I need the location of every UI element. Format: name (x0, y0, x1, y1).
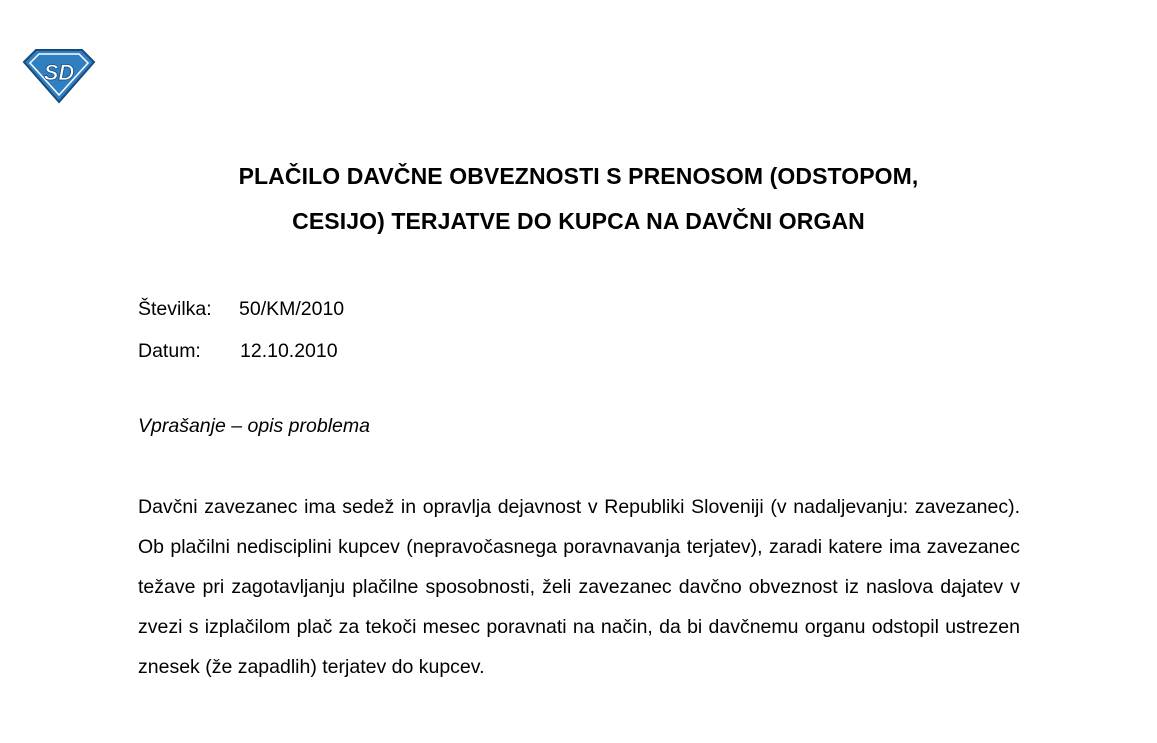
sd-shield-icon (22, 48, 96, 104)
title-line-1: PLAČILO DAVČNE OBVEZNOSTI S PRENOSOM (ODSTOPOM, (238, 163, 919, 189)
svg-text:SD: SD (43, 60, 75, 85)
document-meta (138, 288, 344, 372)
document-title (0, 154, 1157, 244)
number-row (138, 288, 344, 330)
date-value: 12.10.2010 (240, 340, 338, 362)
date-row (138, 330, 344, 372)
title-line-2: CESIJO) TERJATVE DO KUPCA NA DAVČNI ORGAN (292, 208, 865, 234)
company-logo (22, 48, 96, 104)
body-paragraph: Davčni zavezanec ima sedež in opravlja dejavnost v Republiki Sloveniji (v nadaljevanju: zavezanec). Ob plačilni nedisciplini kupcev (nepravočasnega poravnavanja terjatev), zaradi katere ima zavezanec težave pri zagotavljanju plačilne sposobnosti, želi zavezanec davčno obveznost iz naslova dajatev v zvezi s izplačilom plač za tekoči mesec poravnati na način, da bi davčnemu organu odstopil ustrezen znesek (že zapadlih) terjatev do kupcev. (138, 496, 1020, 678)
number-value: 50/KM/2010 (239, 298, 345, 320)
section-heading: Vprašanje – opis problema (138, 415, 370, 437)
date-label: Datum: (138, 340, 201, 362)
number-label: Številka: (138, 298, 212, 320)
